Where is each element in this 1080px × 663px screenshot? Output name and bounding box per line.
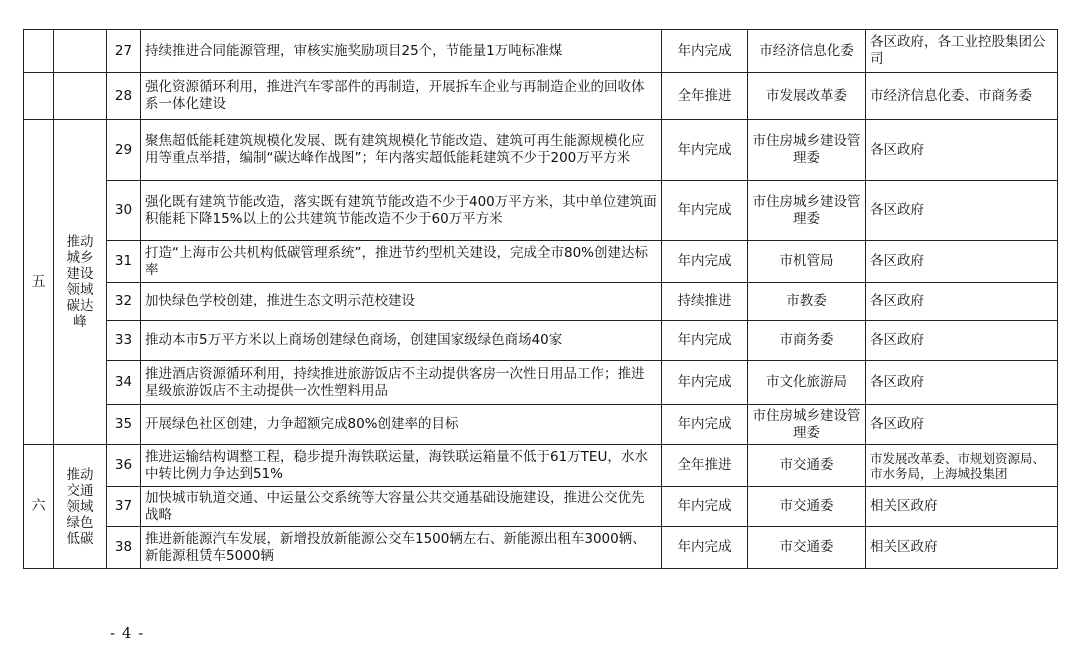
section-area xyxy=(54,30,107,73)
task-timing: 全年推进 xyxy=(662,73,748,120)
task-timing: 年内完成 xyxy=(662,405,748,445)
lead-department: 市经济信息化委 xyxy=(748,30,866,73)
table-row xyxy=(24,241,1058,283)
lead-department: 市商务委 xyxy=(748,321,866,361)
lead-department: 市机管局 xyxy=(748,241,866,283)
table-row xyxy=(24,181,1058,241)
task-timing: 全年推进 xyxy=(662,445,748,487)
cooperating-departments: 各区政府 xyxy=(866,241,1058,283)
task-timing: 年内完成 xyxy=(662,120,748,181)
task-description: 开展绿色社区创建，力争超额完成80%创建率的目标 xyxy=(141,405,662,445)
lead-department: 市文化旅游局 xyxy=(748,361,866,405)
cooperating-departments: 各区政府 xyxy=(866,181,1058,241)
cooperating-departments: 市经济信息化委、市商务委 xyxy=(866,73,1058,120)
table-row xyxy=(24,487,1058,527)
section-area xyxy=(54,73,107,120)
section-number: 五 xyxy=(24,120,54,445)
cooperating-departments: 各区政府，各工业控股集团公司 xyxy=(866,30,1058,73)
section-area-label: 推动交通领域绿色低碳 xyxy=(66,466,94,547)
lead-department: 市交通委 xyxy=(748,445,866,487)
lead-department: 市住房城乡建设管理委 xyxy=(748,405,866,445)
cooperating-departments: 相关区政府 xyxy=(866,487,1058,527)
task-number: 31 xyxy=(107,241,141,283)
task-timing: 持续推进 xyxy=(662,283,748,321)
section-number: 六 xyxy=(24,445,54,569)
task-number: 36 xyxy=(107,445,141,487)
table-row xyxy=(24,321,1058,361)
task-timing: 年内完成 xyxy=(662,361,748,405)
task-number: 37 xyxy=(107,487,141,527)
task-description: 推进酒店资源循环利用，持续推进旅游饭店不主动提供客房一次性日用品工作；推进星级旅游饭店不主动提供一次性塑料用品 xyxy=(141,361,662,405)
cooperating-departments: 各区政府 xyxy=(866,120,1058,181)
task-description: 打造“上海市公共机构低碳管理系统”，推进节约型机关建设，完成全市80%创建达标率 xyxy=(141,241,662,283)
table-row xyxy=(24,120,1058,181)
task-timing: 年内完成 xyxy=(662,30,748,73)
task-timing: 年内完成 xyxy=(662,527,748,569)
cooperating-departments: 相关区政府 xyxy=(866,527,1058,569)
task-description: 加快城市轨道交通、中运量公交系统等大容量公共交通基础设施建设，推进公交优先战略 xyxy=(141,487,662,527)
action-plan-table xyxy=(23,29,1058,569)
task-number: 35 xyxy=(107,405,141,445)
page-number: - 4 - xyxy=(110,624,145,642)
task-description: 聚焦超低能耗建筑规模化发展、既有建筑规模化节能改造、建筑可再生能源规模化应用等重点举措，编制“碳达峰作战图”；年内落实超低能耗建筑不少于200万平方米 xyxy=(141,120,662,181)
table-row xyxy=(24,527,1058,569)
table-row xyxy=(24,73,1058,120)
cooperating-departments: 各区政府 xyxy=(866,361,1058,405)
task-number: 33 xyxy=(107,321,141,361)
task-description: 推进新能源汽车发展，新增投放新能源公交车1500辆左右、新能源出租车3000辆、新能源租赁车5000辆 xyxy=(141,527,662,569)
table-row xyxy=(24,361,1058,405)
task-description: 推进运输结构调整工程，稳步提升海铁联运量，海铁联运箱量不低于61万TEU，水水中转比例力争达到51% xyxy=(141,445,662,487)
task-number: 38 xyxy=(107,527,141,569)
lead-department: 市发展改革委 xyxy=(748,73,866,120)
section-area xyxy=(54,120,107,445)
cooperating-departments: 各区政府 xyxy=(866,283,1058,321)
task-timing: 年内完成 xyxy=(662,241,748,283)
task-number: 28 xyxy=(107,73,141,120)
task-timing: 年内完成 xyxy=(662,487,748,527)
table-row xyxy=(24,30,1058,73)
section-number xyxy=(24,73,54,120)
task-number: 27 xyxy=(107,30,141,73)
task-number: 32 xyxy=(107,283,141,321)
table-row xyxy=(24,445,1058,487)
task-description: 强化资源循环利用，推进汽车零部件的再制造，开展拆车企业与再制造企业的回收体系一体化建设 xyxy=(141,73,662,120)
task-timing: 年内完成 xyxy=(662,321,748,361)
section-area-label: 推动城乡建设领域碳达峰 xyxy=(66,234,94,330)
cooperating-departments: 各区政府 xyxy=(866,405,1058,445)
task-description: 加快绿色学校创建，推进生态文明示范校建设 xyxy=(141,283,662,321)
cooperating-departments: 市发展改革委、市规划资源局、市水务局，上海城投集团 xyxy=(866,445,1058,487)
task-number: 30 xyxy=(107,181,141,241)
task-description: 持续推进合同能源管理，审核实施奖励项目25个，节能量1万吨标准煤 xyxy=(141,30,662,73)
cooperating-departments: 各区政府 xyxy=(866,321,1058,361)
lead-department: 市交通委 xyxy=(748,487,866,527)
table-row xyxy=(24,405,1058,445)
lead-department: 市交通委 xyxy=(748,527,866,569)
section-area xyxy=(54,445,107,569)
table-row xyxy=(24,283,1058,321)
lead-department: 市住房城乡建设管理委 xyxy=(748,181,866,241)
task-timing: 年内完成 xyxy=(662,181,748,241)
section-number xyxy=(24,30,54,73)
task-number: 34 xyxy=(107,361,141,405)
task-description: 强化既有建筑节能改造，落实既有建筑节能改造不少于400万平方米，其中单位建筑面积能耗下降15%以上的公共建筑节能改造不少于60万平方米 xyxy=(141,181,662,241)
lead-department: 市教委 xyxy=(748,283,866,321)
lead-department: 市住房城乡建设管理委 xyxy=(748,120,866,181)
task-number: 29 xyxy=(107,120,141,181)
task-description: 推动本市5万平方米以上商场创建绿色商场，创建国家级绿色商场40家 xyxy=(141,321,662,361)
